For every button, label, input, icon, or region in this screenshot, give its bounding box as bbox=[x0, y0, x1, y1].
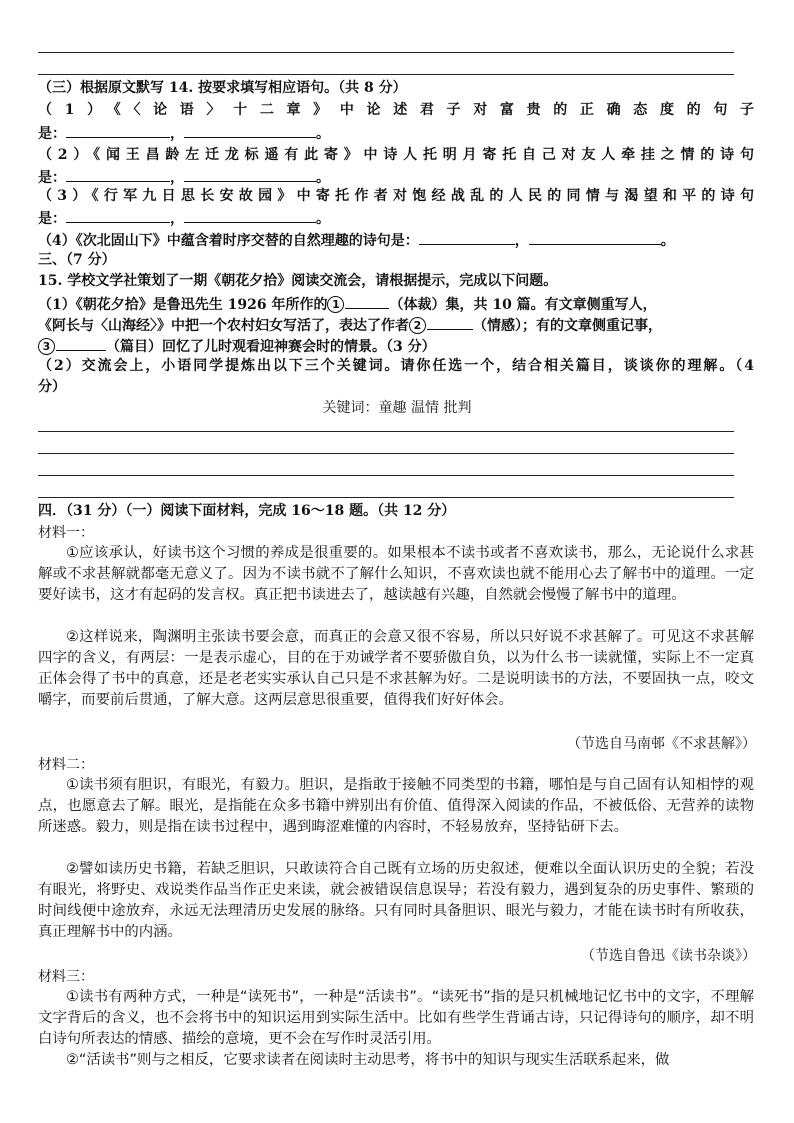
q14-2-answer: 是： ， 。 bbox=[38, 170, 330, 186]
q14-4-text: （4）《次北固山下》中蕴含着时序交替的自然理趣的诗句是： ， 。 bbox=[38, 233, 675, 249]
material1-label: 材料一： bbox=[38, 525, 94, 541]
blank[interactable] bbox=[66, 124, 170, 138]
material2-label: 材料二： bbox=[38, 757, 94, 773]
answer-line bbox=[38, 52, 734, 53]
q15-2-line2: 分） bbox=[38, 379, 66, 395]
keywords: 关键词：童趣 温情 批判 bbox=[322, 400, 472, 416]
q15-1-line2: 《阿长与〈山海经〉》中把一个农村妇女写活了，表达了作者 2 （情感）；有的文章侧重记事， bbox=[38, 318, 662, 334]
circled-number: 3 bbox=[38, 338, 55, 355]
material3-paragraph1: ①读书有两种方式，一种是“读死书”，一种是“活读书”。“读死书”指的是只机械地记忆书中的文字，不理解文字背后的含义，也不会将书中的知识运用到实际生活中。比如有些学生背诵古诗，只记得诗句的顺序，却不明白诗句所表达的情感、描绘的意境，更不会在写作时灵活引用。 bbox=[38, 989, 754, 1047]
circled-number: 2 bbox=[409, 317, 426, 334]
q15-2-line1: （2）交流会上，小语同学提炼出以下三个关键词。请你任选一个，结合相关篇目，谈谈你的理解。（4 bbox=[38, 358, 754, 374]
material2-paragraph1: ①读书须有胆识，有眼光，有毅力。胆识，是指敢于接触不同类型的书籍，哪怕是与自己固有认知相悖的观点，也愿意去了解。眼光，是指能在众多书籍中辨别出有价值、值得深入阅读的作品，不被低俗、无营养的读物所迷惑。毅力，则是指在读书过程中，遇到晦涩难懂的内容时，不轻易放弃，坚持钻研下去。 bbox=[38, 777, 754, 835]
q15-1-line1: （1）《朝花夕拾》是鲁迅先生 1926 年所作的 1 （体裁）集，共 10 篇。有文章侧重写人， bbox=[38, 297, 657, 313]
blank[interactable] bbox=[427, 316, 473, 330]
material1-paragraph1: ①应该承认，好读书这个习惯的养成是很重要的。如果根本不读书或者不喜欢读书，那么，无论说什么求甚解或不求甚解就都毫无意义了。因为不读书就不了解什么知识，不喜欢读也就不能用心去了解书中的道理。一定要好读书，这才有起码的发言权。真正把书读进去了，越读越有兴趣，自然就会慢慢了解书中的道理。 bbox=[38, 545, 754, 603]
q14-3-text: （3）《行军九日思长安故园》中寄托作者对饱经战乱的人民的同情与渴望和平的诗句 bbox=[38, 188, 754, 204]
answer-line bbox=[38, 431, 734, 432]
answer-line bbox=[38, 74, 734, 75]
q14-3-answer: 是： ， 。 bbox=[38, 211, 330, 227]
q14-1-answer: 是： ， 。 bbox=[38, 126, 330, 142]
blank[interactable] bbox=[345, 295, 389, 309]
section-three-heading: 三、（7 分） bbox=[38, 252, 116, 268]
q14-2-text: （2）《闻王昌龄左迁龙标遥有此寄》中诗人托明月寄托自己对友人牵挂之情的诗句 bbox=[38, 147, 754, 163]
section3-title: （三）根据原文默写 14. 按要求填写相应语句。（共 8 分） bbox=[38, 80, 407, 96]
material2-paragraph2: ②譬如读历史书籍，若缺乏胆识，只敢读符合自己既有立场的历史叙述，便难以全面认识历史的全貌；若没有眼光，将野史、戏说类作品当作正史来读，就会被错误信息误导；若没有毅力，遇到复杂的历史事件、繁琐的时间线便中途放弃，永远无法理清历史发展的脉络。只有同时具备胆识、眼光与毅力，才能在读书时有所收获，真正理解书中的内涵。 bbox=[38, 861, 754, 940]
blank[interactable] bbox=[56, 337, 106, 351]
blank[interactable] bbox=[66, 209, 170, 223]
answer-line bbox=[38, 475, 734, 476]
blank[interactable] bbox=[529, 231, 661, 245]
section-four-heading: 四．（31 分）（一）阅读下面材料，完成 16～18 题。（共 12 分） bbox=[38, 503, 456, 519]
blank[interactable] bbox=[184, 168, 316, 182]
blank[interactable] bbox=[419, 231, 515, 245]
material3-paragraph2: ②“活读书”则与之相反，它要求读者在阅读时主动思考，将书中的知识与现实生活联系起来，做 bbox=[66, 1052, 670, 1068]
circled-number: 1 bbox=[327, 296, 344, 313]
blank[interactable] bbox=[66, 168, 170, 182]
blank[interactable] bbox=[184, 124, 316, 138]
q15-1-line3: 3 （篇目）回忆了儿时观看迎神赛会时的情景。（3 分） bbox=[38, 337, 436, 355]
material1-source: （节选自马南邨《不求甚解》） bbox=[567, 736, 756, 752]
blank[interactable] bbox=[184, 209, 316, 223]
q14-1-text: （1）《〈论语〉十二章》中论述君子对富贵的正确态度的句子 bbox=[38, 102, 754, 118]
answer-line bbox=[38, 497, 734, 498]
material2-source: （节选自鲁迅《读书杂谈》） bbox=[581, 948, 756, 964]
answer-line bbox=[38, 453, 734, 454]
material1-paragraph2: ②这样说来，陶渊明主张读书要会意，而真正的会意又很不容易，所以只好说不求甚解了。可见这不求甚解四字的含义，有两层：一是表示虚心，目的在于劝诫学者不要骄傲自负，以为什么书一读就懂，实际上不一定真正体会得了书中的真意，还是老老实实承认自己只是不求甚解为好。二是说明读书的方法，不要固执一点，咬文嚼字，而要前后贯通，了解大意。这两层意思很重要，值得我们好好体会。 bbox=[38, 629, 754, 708]
q15-title: 15. 学校文学社策划了一期《朝花夕拾》阅读交流会，请根据提示，完成以下问题。 bbox=[38, 273, 558, 289]
material3-label: 材料三： bbox=[38, 969, 94, 985]
